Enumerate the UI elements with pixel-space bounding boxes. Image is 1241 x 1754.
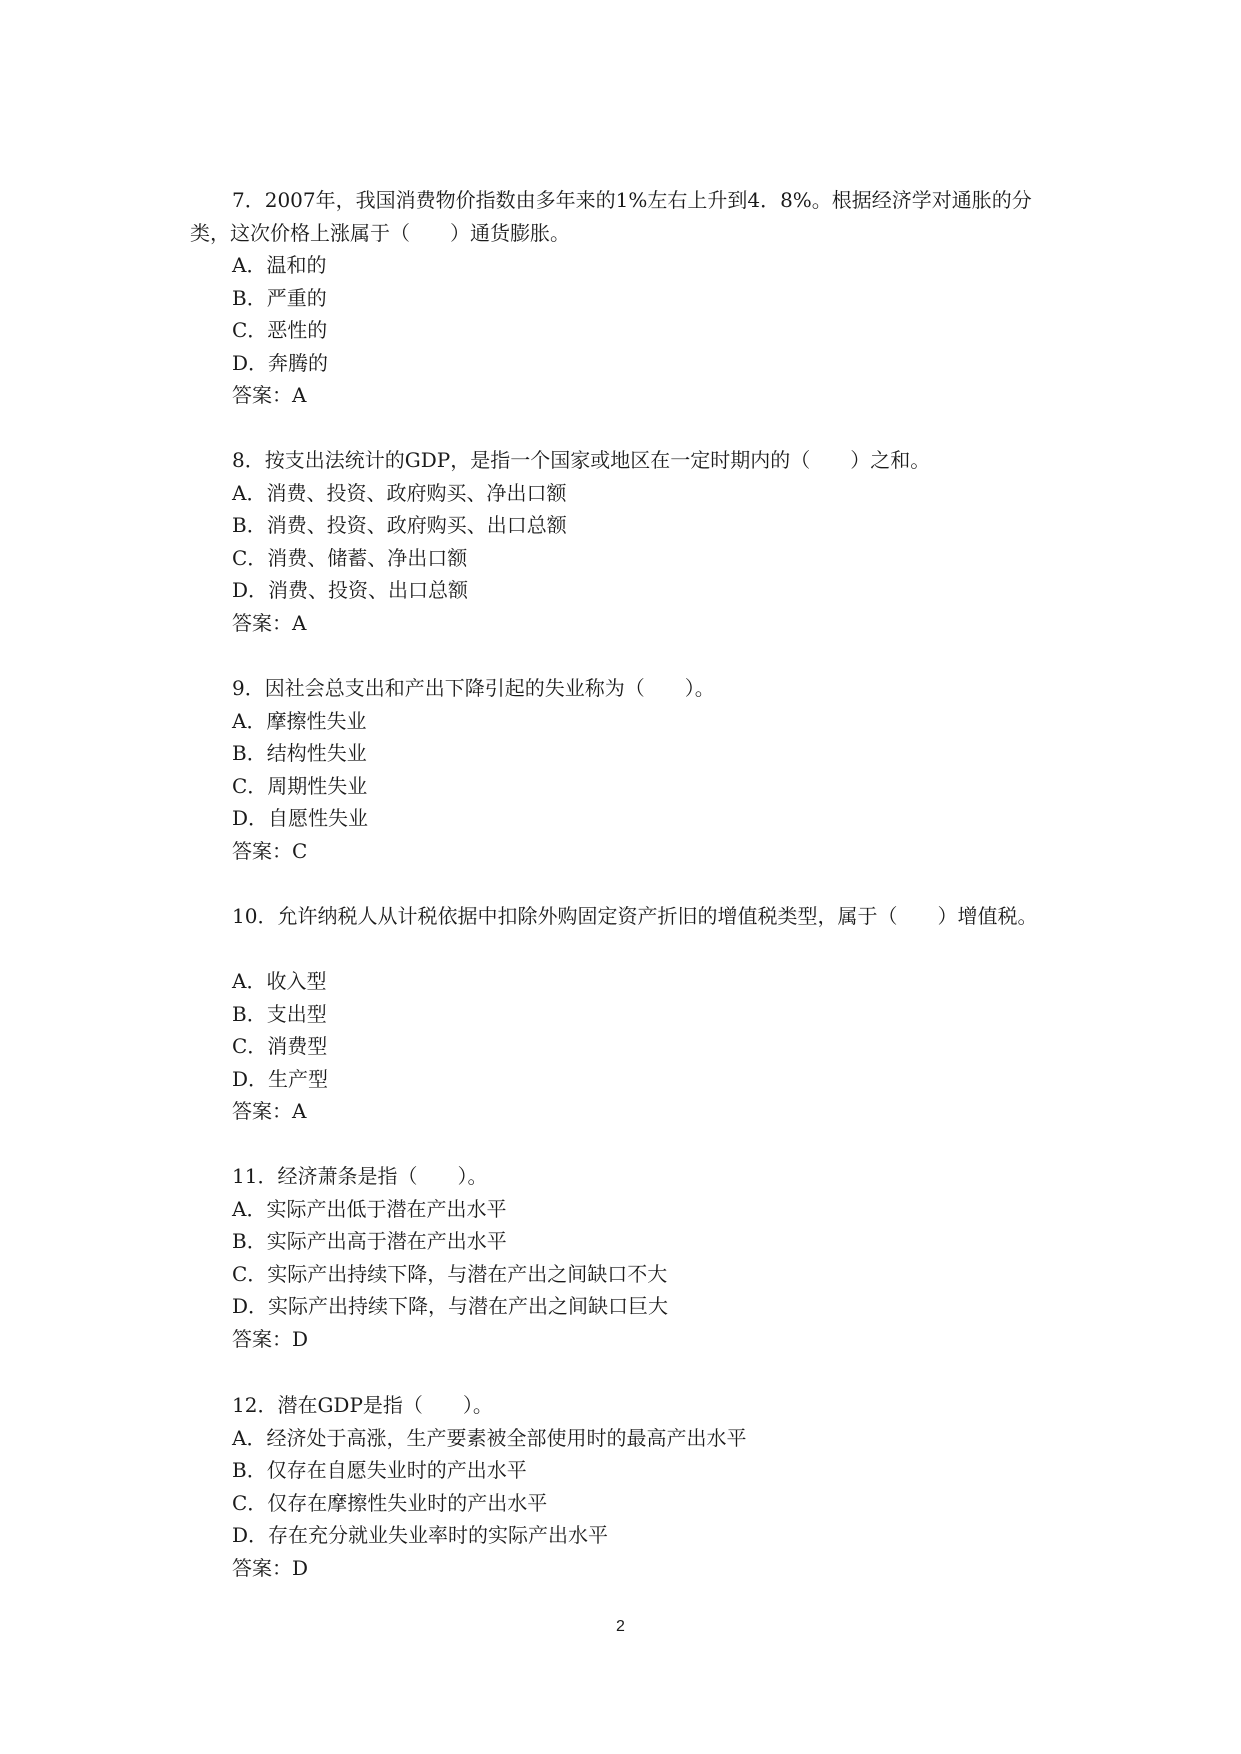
option-b: B．支出型 xyxy=(232,1001,327,1026)
option-c: C．消费型 xyxy=(232,1034,328,1058)
option-b: B．消费、投资、政府购买、出口总额 xyxy=(232,513,567,537)
answer: 答案：C xyxy=(232,838,308,863)
option-c: C．实际产出持续下降，与潜在产出之间缺口不大 xyxy=(232,1261,668,1286)
option-b: B．结构性失业 xyxy=(232,741,367,765)
answer: 答案：A xyxy=(232,610,307,635)
question-stem: 9．因社会总支出和产出下降引起的失业称为（ ）。 xyxy=(232,676,715,700)
option-c: C．恶性的 xyxy=(232,318,328,342)
option-d: D．奔腾的 xyxy=(232,350,329,375)
answer: 答案：D xyxy=(232,1326,309,1351)
option-b: B．实际产出高于潜在产出水平 xyxy=(232,1229,507,1253)
question-stem: 11．经济萧条是指（ ）。 xyxy=(232,1164,488,1188)
question-7 xyxy=(190,184,1060,412)
question-stem: 7．2007年，我国消费物价指数由多年来的1%左右上升到4．8%。根据经济学对通胀的分类，这次价格上涨属于（ ）通货膨胀。 xyxy=(190,188,1032,245)
question-10 xyxy=(190,900,1060,1128)
answer: 答案：A xyxy=(232,1099,307,1123)
option-d: D．自愿性失业 xyxy=(232,806,369,830)
question-stem: 8．按支出法统计的GDP，是指一个国家或地区在一定时期内的（ ）之和。 xyxy=(232,448,931,472)
question-11 xyxy=(190,1160,1060,1355)
option-a: A．收入型 xyxy=(232,969,327,993)
option-d: D．生产型 xyxy=(232,1066,329,1091)
question-8 xyxy=(190,444,1060,639)
question-stem: 12．潜在GDP是指（ ）。 xyxy=(232,1393,493,1417)
option-d: D．存在充分就业失业率时的实际产出水平 xyxy=(232,1523,609,1547)
question-9 xyxy=(190,672,1060,867)
option-a: A．经济处于高涨，生产要素被全部使用时的最高产出水平 xyxy=(232,1425,747,1450)
option-b: B．严重的 xyxy=(232,285,327,310)
page-number: 2 xyxy=(616,1618,625,1635)
question-stem: 10．允许纳税人从计税依据中扣除外购固定资产折旧的增值税类型，属于（ ）增值税。 xyxy=(232,904,1038,928)
option-c: C．消费、储蓄、净出口额 xyxy=(232,545,468,570)
option-a: A．消费、投资、政府购买、净出口额 xyxy=(232,480,567,505)
question-12 xyxy=(190,1389,1060,1584)
option-b: B．仅存在自愿失业时的产出水平 xyxy=(232,1458,527,1482)
option-c: C．仅存在摩擦性失业时的产出水平 xyxy=(232,1490,548,1515)
option-a: A．实际产出低于潜在产出水平 xyxy=(232,1196,507,1221)
option-c: C．周期性失业 xyxy=(232,773,368,798)
option-d: D．实际产出持续下降，与潜在产出之间缺口巨大 xyxy=(232,1294,669,1318)
answer: 答案：D xyxy=(232,1555,309,1580)
answer: 答案：A xyxy=(232,383,307,407)
option-a: A．摩擦性失业 xyxy=(232,708,367,733)
option-d: D．消费、投资、出口总额 xyxy=(232,578,469,602)
option-a: A．温和的 xyxy=(232,253,327,277)
